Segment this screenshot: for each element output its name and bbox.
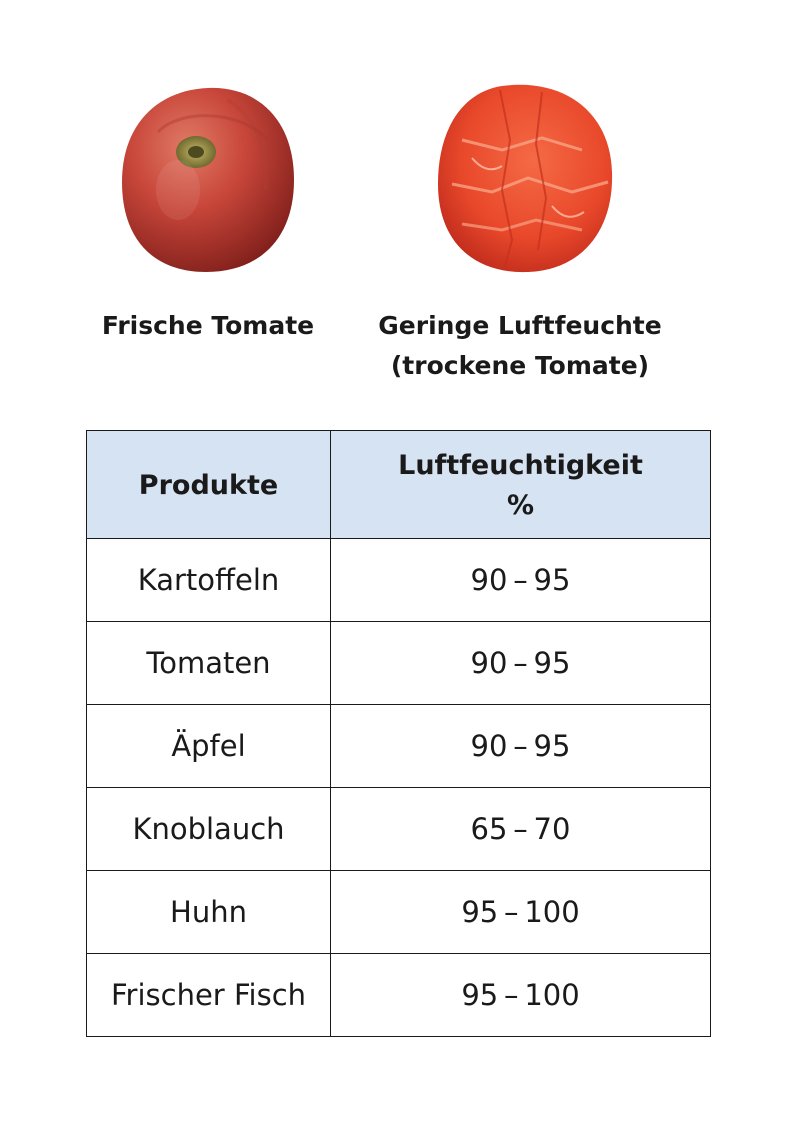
humidity-table: [86, 430, 711, 1037]
table-row: [87, 871, 711, 954]
humidity-cell: 95 – 100: [331, 954, 711, 1037]
fresh-tomato-caption: Frische Tomate: [101, 311, 315, 340]
humidity-cell: 90 – 95: [331, 705, 711, 788]
table-row: [87, 705, 711, 788]
humidity-cell: 90 – 95: [331, 622, 711, 705]
product-cell: Frischer Fisch: [87, 954, 331, 1037]
product-cell: Kartoffeln: [87, 539, 331, 622]
humidity-cell: 65 – 70: [331, 788, 711, 871]
dried-tomato-image: [432, 80, 616, 276]
fresh-tomato-image: [118, 80, 298, 276]
dried-tomato-caption: [350, 306, 690, 386]
table-row: [87, 788, 711, 871]
dried-tomato-caption-line-2: (trockene Tomate): [390, 351, 650, 380]
humidity-cell: 90 – 95: [331, 539, 711, 622]
header-humidity-label: Luftfeuchtigkeit: [398, 449, 643, 481]
table-row: [87, 954, 711, 1037]
header-humidity-unit: %: [506, 489, 535, 521]
table-row: [87, 539, 711, 622]
header-product: Produkte: [87, 431, 331, 539]
humidity-cell: 95 – 100: [331, 871, 711, 954]
table-header-row: [87, 431, 711, 539]
product-cell: Knoblauch: [87, 788, 331, 871]
product-cell: Huhn: [87, 871, 331, 954]
header-humidity: [331, 431, 711, 539]
dried-tomato-caption-line-1: Geringe Luftfeuchte: [378, 311, 662, 340]
table-row: [87, 622, 711, 705]
product-cell: Äpfel: [87, 705, 331, 788]
product-cell: Tomaten: [87, 622, 331, 705]
